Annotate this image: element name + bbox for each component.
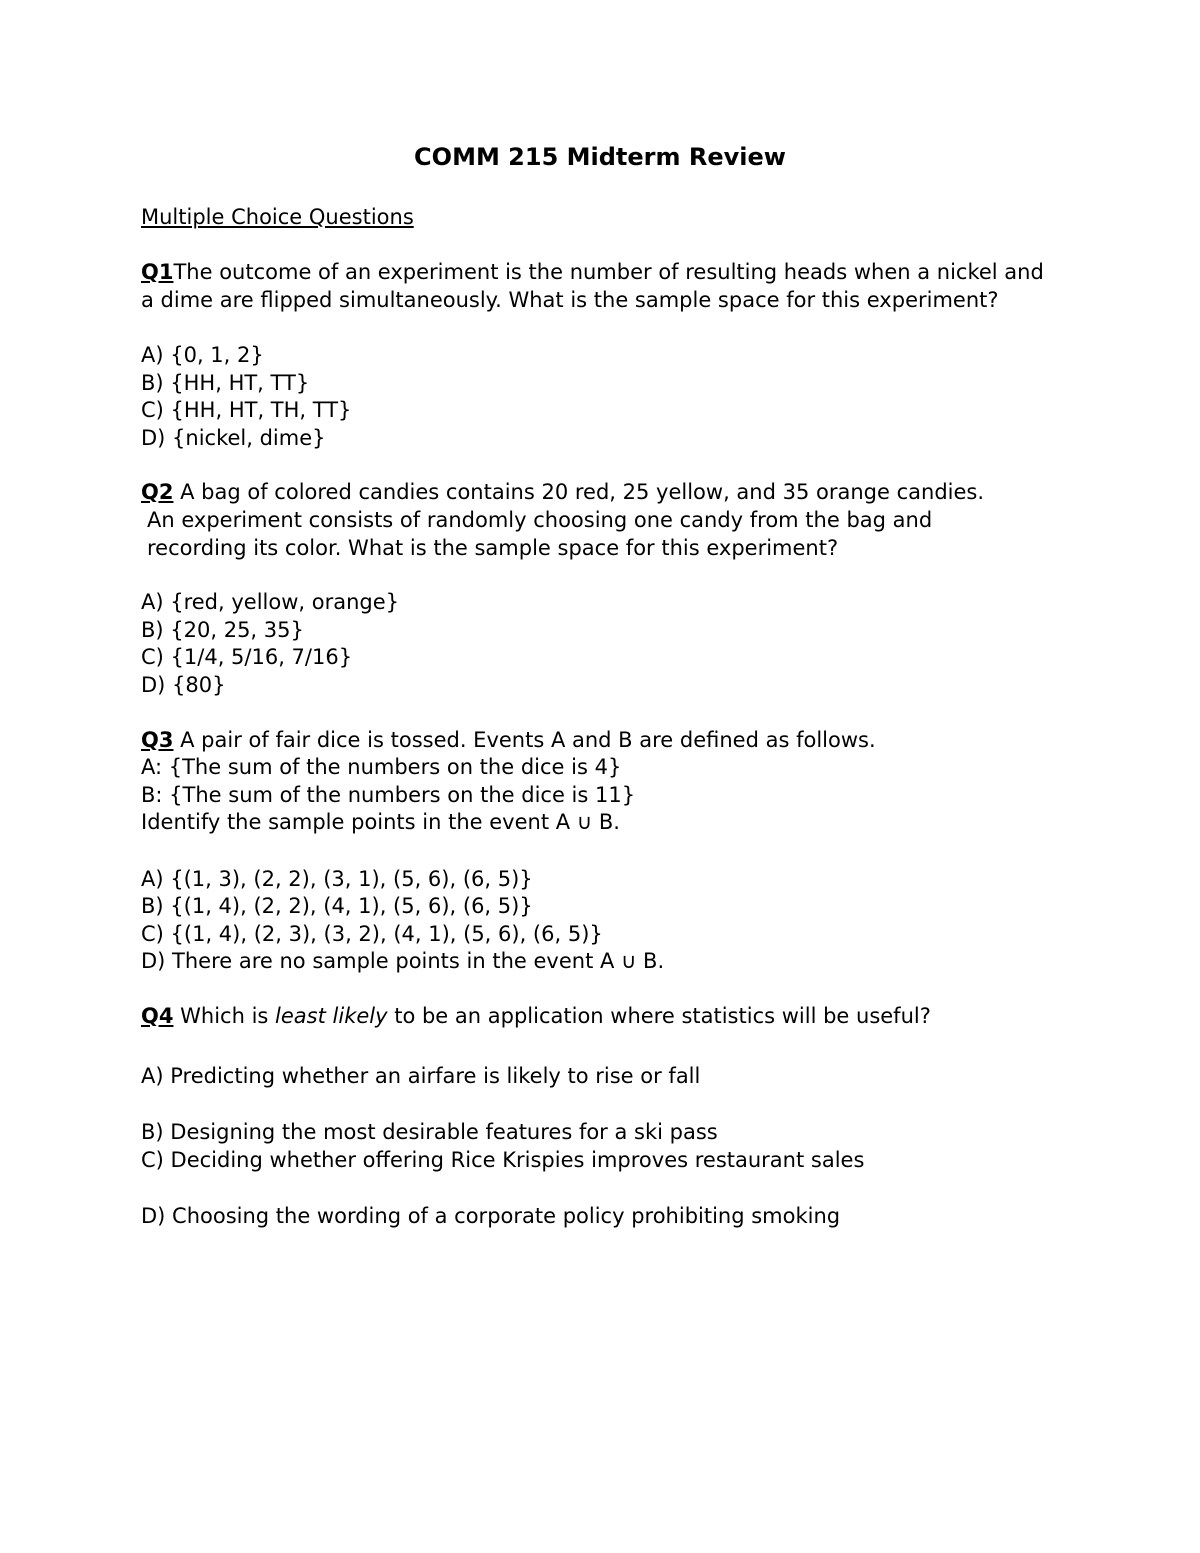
question-number: Q3 xyxy=(141,728,174,752)
question-2-option-a: A) {red, yellow, orange} xyxy=(141,590,400,614)
question-4-option-b: B) Designing the most desirable features for a ski pass xyxy=(141,1120,718,1144)
question-1-option-d: D) {nickel, dime} xyxy=(141,426,326,450)
question-4-option-a: A) Predicting whether an airfare is likely to rise or fall xyxy=(141,1064,701,1088)
question-3-option-a: A) {(1, 3), (2, 2), (3, 1), (5, 6), (6, 5)} xyxy=(141,867,533,891)
question-1-option-c: C) {HH, HT, TH, TT} xyxy=(141,398,352,422)
question-number: Q2 xyxy=(141,480,174,504)
question-text: A pair of fair dice is tossed. Events A and B are defined as follows. xyxy=(173,728,876,752)
question-1-option-a: A) {0, 1, 2} xyxy=(141,343,264,367)
question-number: Q4 xyxy=(141,1004,174,1028)
question-3-line-3: B: {The sum of the numbers on the dice is 11} xyxy=(141,783,636,807)
question-4-option-c: C) Deciding whether offering Rice Krispies improves restaurant sales xyxy=(141,1148,865,1172)
question-2-line-3: recording its color. What is the sample space for this experiment? xyxy=(147,536,839,560)
page-title: COMM 215 Midterm Review xyxy=(414,143,786,171)
question-text-end: to be an application where statistics will be useful? xyxy=(387,1004,931,1028)
question-text: Which is xyxy=(173,1004,276,1028)
question-text: The outcome of an experiment is the number of resulting heads when a nickel and xyxy=(173,260,1044,284)
question-3-line-4: Identify the sample points in the event A ∪ B. xyxy=(141,810,620,834)
question-1-line-1 xyxy=(141,258,1044,286)
question-2-line-1 xyxy=(141,478,984,506)
question-2-option-d: D) {80} xyxy=(141,673,226,697)
question-3-option-c: C) {(1, 4), (2, 3), (3, 2), (4, 1), (5, 6), (6, 5)} xyxy=(141,922,603,946)
question-2-option-c: C) {1/4, 5/16, 7/16} xyxy=(141,645,353,669)
question-1-line-2: a dime are flipped simultaneously. What is the sample space for this experiment? xyxy=(141,288,999,312)
question-3-option-d: D) There are no sample points in the event A ∪ B. xyxy=(141,949,665,973)
question-2-line-2: An experiment consists of randomly choosing one candy from the bag and xyxy=(147,508,933,532)
question-4-line-1 xyxy=(141,1002,931,1030)
question-3-line-2: A: {The sum of the numbers on the dice is 4} xyxy=(141,755,622,779)
question-3-line-1 xyxy=(141,726,876,754)
section-heading: Multiple Choice Questions xyxy=(141,205,414,229)
question-emphasis: least likely xyxy=(275,1004,388,1028)
question-4-option-d: D) Choosing the wording of a corporate policy prohibiting smoking xyxy=(141,1204,841,1228)
question-text: A bag of colored candies contains 20 red, 25 yellow, and 35 orange candies. xyxy=(173,480,985,504)
question-3-option-b: B) {(1, 4), (2, 2), (4, 1), (5, 6), (6, 5)} xyxy=(141,894,533,918)
question-number: Q1 xyxy=(141,260,174,284)
question-1-option-b: B) {HH, HT, TT} xyxy=(141,371,310,395)
question-2-option-b: B) {20, 25, 35} xyxy=(141,618,304,642)
